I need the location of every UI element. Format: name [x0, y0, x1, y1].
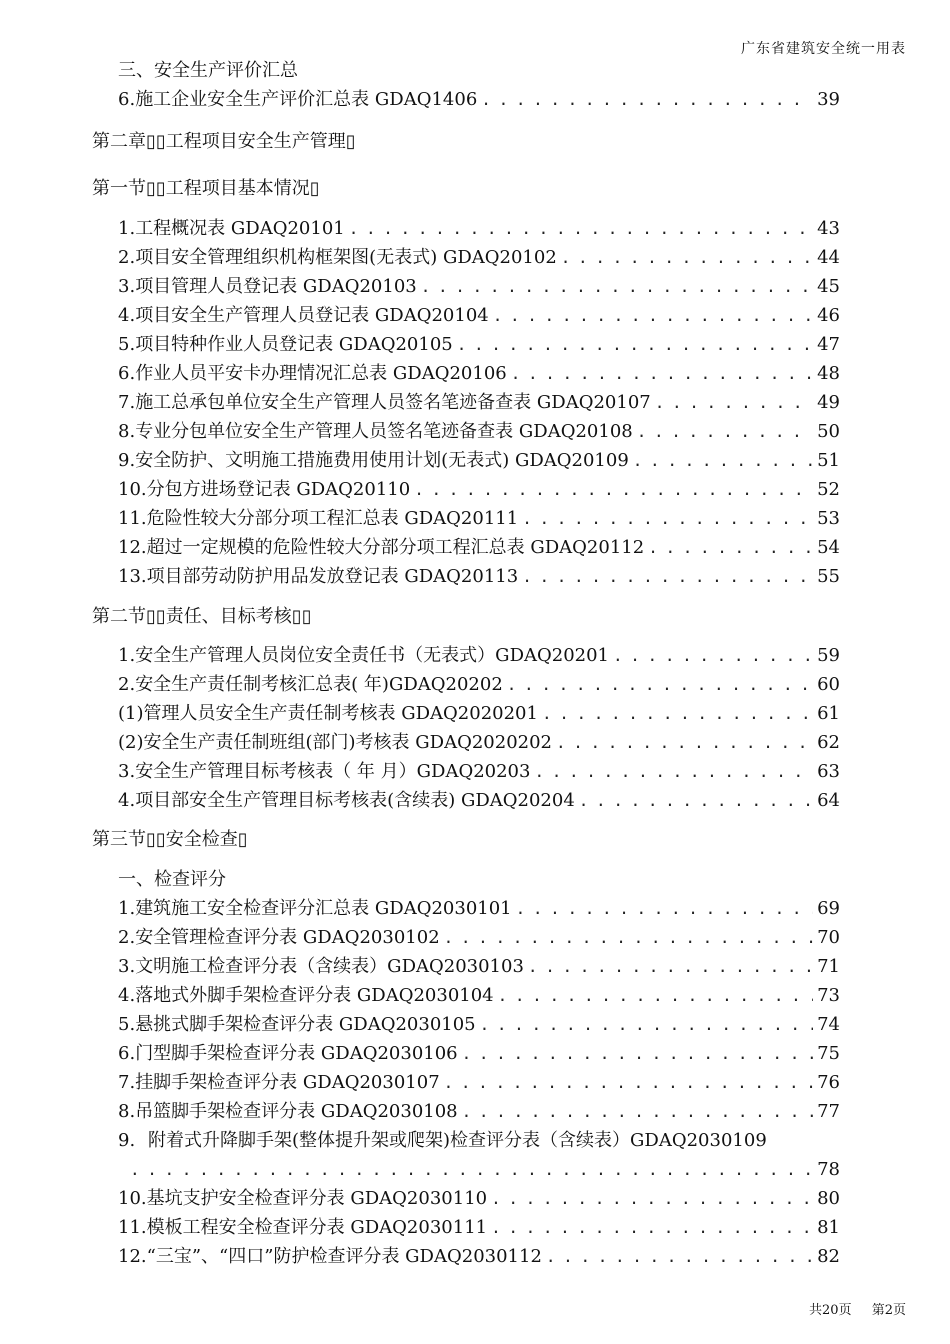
toc-entry[interactable] — [118, 244, 840, 272]
toc-entry-page: 70 — [817, 927, 840, 948]
toc-entry-page: 76 — [817, 1072, 840, 1093]
toc-entry[interactable] — [118, 953, 840, 981]
dot-leader — [556, 729, 813, 757]
toc-entry-number: 11. — [118, 1217, 147, 1238]
toc-entry[interactable] — [118, 1069, 840, 1097]
total-pages: 共20页 — [809, 1303, 852, 1318]
toc-entry-number: 2. — [118, 927, 136, 948]
toc-entry-number: 9. — [118, 450, 136, 471]
dot-leader — [491, 1185, 813, 1213]
toc-entry-number: 11. — [118, 508, 147, 529]
dot-leader — [511, 360, 813, 388]
chapter-title: 第二章▯▯工程项目安全生产管理▯ — [92, 131, 356, 152]
toc-entry-page: 47 — [817, 334, 840, 355]
toc-entry[interactable] — [118, 1098, 840, 1126]
toc-entry[interactable] — [118, 729, 840, 757]
toc-entry-number: (2) — [118, 732, 144, 753]
toc-entry-number: 8. — [118, 1101, 136, 1122]
toc-entry-title: 建筑施工安全检查评分汇总表 GDAQ2030101 — [135, 898, 512, 919]
toc-entry-title: 超过一定规模的危险性较大分部分项工程汇总表 GDAQ20112 — [146, 537, 645, 558]
toc-entry-number: 3. — [118, 761, 136, 782]
toc-entry-page: 43 — [817, 218, 840, 239]
toc-entry-title: 分包方进场登记表 GDAQ20110 — [146, 479, 411, 500]
dot-leader — [421, 273, 813, 301]
toc-entry-title: 专业分包单位安全生产管理人员签名笔迹备查表 GDAQ20108 — [135, 421, 633, 442]
toc-entry-number: 4. — [118, 985, 136, 1006]
toc-entry-page: 75 — [817, 1043, 840, 1064]
dot-leader — [457, 331, 813, 359]
toc-entry[interactable] — [118, 418, 840, 446]
toc-entry-title: 安全生产责任制班组(部门)考核表 GDAQ2020202 — [143, 732, 552, 753]
toc-entry-number: 1. — [118, 898, 136, 919]
toc-entry-title: 项目部劳动防护用品发放登记表 GDAQ20113 — [146, 566, 519, 587]
toc-entry[interactable] — [118, 273, 840, 301]
toc-entry-number: 5. — [118, 1014, 136, 1035]
toc-entry-number: 3. — [118, 276, 136, 297]
toc-entry-title: 项目管理人员登记表 GDAQ20103 — [135, 276, 417, 297]
toc-entry-page: 59 — [817, 645, 840, 666]
toc-entry-page: 63 — [817, 761, 840, 782]
toc-entry[interactable] — [118, 389, 840, 417]
toc-entry-title: 作业人员平安卡办理情况汇总表 GDAQ20106 — [135, 363, 507, 384]
toc-entry[interactable] — [118, 642, 840, 670]
toc-entry-page: 60 — [817, 674, 840, 695]
toc-entry-page: 50 — [817, 421, 840, 442]
toc-entry-title: 危险性较大分部分项工程汇总表 GDAQ20111 — [146, 508, 519, 529]
toc-entry-title: 安全生产责任制考核汇总表( 年)GDAQ20202 — [135, 674, 503, 695]
toc-entry-page: 62 — [817, 732, 840, 753]
dot-leader — [493, 302, 813, 330]
toc-entry-title: 项目安全管理组织机构框架图(无表式) GDAQ20102 — [135, 247, 557, 268]
toc-entry-page: 74 — [817, 1014, 840, 1035]
header-note: 广东省建筑安全统一用表 — [741, 41, 906, 57]
toc-entry-page: 52 — [817, 479, 840, 500]
toc-entry-title: 附着式升降脚手架(整体提升架或爬架)检查评分表（含续表）GDAQ2030109 — [148, 1130, 767, 1151]
toc-entry[interactable] — [118, 758, 840, 786]
toc-entry-page: 44 — [817, 247, 840, 268]
toc-entry-number: 4. — [118, 305, 136, 326]
toc-entry-page: 45 — [817, 276, 840, 297]
toc-entry-title: 安全管理检查评分表 GDAQ2030102 — [135, 927, 440, 948]
toc-entry-number: 6. — [118, 363, 136, 384]
toc-entry[interactable] — [118, 787, 840, 815]
dot-leader — [648, 534, 813, 562]
toc-entry-title: 安全防护、文明施工措施费用使用计划(无表式) GDAQ20109 — [135, 450, 629, 471]
toc-entry-page: 82 — [817, 1246, 840, 1267]
toc-entry-page: 61 — [817, 703, 840, 724]
toc-entry[interactable] — [118, 1243, 840, 1271]
toc-entry-title: 管理人员安全生产责任制考核表 GDAQ2020201 — [143, 703, 538, 724]
toc-entry-title: 吊篮脚手架检查评分表 GDAQ2030108 — [135, 1101, 458, 1122]
toc-entry-page: 64 — [817, 790, 840, 811]
toc-entry[interactable] — [118, 671, 840, 699]
toc-entry-number: 12. — [118, 1246, 147, 1267]
dot-leader — [516, 895, 813, 923]
toc-entry[interactable] — [118, 447, 840, 475]
toc-entry-title: 悬挑式脚手架检查评分表 GDAQ2030105 — [135, 1014, 476, 1035]
dot-leader — [462, 1040, 813, 1068]
toc-entry[interactable] — [118, 1011, 840, 1039]
toc-entry-page: 81 — [817, 1217, 840, 1238]
toc-entry-title: 施工总承包单位安全生产管理人员签名笔迹备查表 GDAQ20107 — [135, 392, 651, 413]
dot-leader — [444, 924, 813, 952]
toc-entry-title: 施工企业安全生产评价汇总表 GDAQ1406 — [135, 89, 478, 110]
dot-leader — [633, 447, 813, 475]
dot-leader — [534, 758, 813, 786]
toc-entry-title: 工程概况表 GDAQ20101 — [135, 218, 345, 239]
toc-entry-title: 落地式外脚手架检查评分表 GDAQ2030104 — [135, 985, 494, 1006]
toc-entry-title: 基坑支护安全检查评分表 GDAQ2030110 — [146, 1188, 488, 1209]
toc-entry-number: 2. — [118, 247, 136, 268]
toc-entry-number: 6. — [118, 89, 136, 110]
dot-leader — [414, 476, 813, 504]
toc-entry-9-title-line[interactable] — [118, 1127, 767, 1155]
toc-entry-page: 73 — [817, 985, 840, 1006]
dot-leader — [498, 982, 813, 1010]
toc-entry-number: 10. — [118, 1188, 147, 1209]
toc-entry-number: 12. — [118, 537, 147, 558]
dot-leader — [480, 1011, 813, 1039]
toc-entry-number: 3. — [118, 956, 136, 977]
toc-entry[interactable] — [118, 86, 840, 114]
dot-leader — [655, 389, 813, 417]
toc-entry-page: 53 — [817, 508, 840, 529]
toc-entry-number: 7. — [118, 1072, 136, 1093]
toc-entry-title: 项目特种作业人员登记表 GDAQ20105 — [135, 334, 453, 355]
toc-entry[interactable] — [118, 505, 840, 533]
dot-leader — [528, 953, 813, 981]
dot-leader — [481, 86, 813, 114]
toc-entry-page: 54 — [817, 537, 840, 558]
dot-leader — [522, 505, 813, 533]
toc-entry-number: 7. — [118, 392, 136, 413]
toc-entry-page: 78 — [817, 1159, 840, 1180]
dot-leader — [579, 787, 813, 815]
page-footer — [793, 1299, 906, 1318]
toc-entry-number: 10. — [118, 479, 147, 500]
toc-entry-page: 48 — [817, 363, 840, 384]
dot-leader — [542, 700, 813, 728]
dot-leader — [522, 563, 813, 591]
toc-entry-number: 13. — [118, 566, 147, 587]
sub-heading-inspection-scoring: 一、检查评分 — [118, 869, 226, 890]
toc-entry-number: 9. — [118, 1130, 136, 1151]
toc-entry[interactable] — [118, 360, 840, 388]
toc-entry-title: 项目安全生产管理人员登记表 GDAQ20104 — [135, 305, 489, 326]
dot-leader — [444, 1069, 813, 1097]
toc-entry-title: 模板工程安全检查评分表 GDAQ2030111 — [146, 1217, 488, 1238]
toc-entry-page: 71 — [817, 956, 840, 977]
toc-entry-title: 安全生产管理人员岗位安全责任书（无表式）GDAQ20201 — [135, 645, 610, 666]
toc-entry-title: 文明施工检查评分表（含续表）GDAQ2030103 — [135, 956, 524, 977]
toc-entry[interactable] — [118, 895, 840, 923]
dot-leader — [462, 1098, 813, 1126]
section-title-2: 第二节▯▯责任、目标考核▯▯ — [92, 606, 312, 627]
toc-entry[interactable] — [118, 331, 840, 359]
toc-entry-number: 6. — [118, 1043, 136, 1064]
toc-entry[interactable] — [118, 534, 840, 562]
toc-entry[interactable] — [118, 563, 840, 591]
toc-entry-page: 69 — [817, 898, 840, 919]
toc-entry-page: 77 — [817, 1101, 840, 1122]
toc-entry-number: 8. — [118, 421, 136, 442]
toc-entry[interactable] — [118, 1214, 840, 1242]
sub-heading-evaluation-summary: 三、安全生产评价汇总 — [118, 60, 298, 81]
toc-entry-number: 4. — [118, 790, 136, 811]
toc-entry-title: 安全生产管理目标考核表（ 年 月）GDAQ20203 — [135, 761, 531, 782]
dot-leader — [349, 215, 813, 243]
dot-leader — [491, 1214, 813, 1242]
toc-entry[interactable] — [118, 700, 840, 728]
toc-entry-title: 挂脚手架检查评分表 GDAQ2030107 — [135, 1072, 440, 1093]
toc-entry[interactable] — [118, 1185, 840, 1213]
dot-leader — [561, 244, 813, 272]
toc-entry-title: 门型脚手架检查评分表 GDAQ2030106 — [135, 1043, 458, 1064]
toc-entry-9-page-line[interactable] — [130, 1156, 840, 1184]
toc-entry-title: 项目部安全生产管理目标考核表(含续表) GDAQ20204 — [135, 790, 575, 811]
toc-entry-page: 51 — [817, 450, 840, 471]
toc-entry[interactable] — [118, 982, 840, 1010]
section-title-1: 第一节▯▯工程项目基本情况▯ — [92, 178, 320, 199]
toc-entry-page: 39 — [817, 89, 840, 110]
dot-leader — [613, 642, 813, 670]
dot-leader — [507, 671, 813, 699]
toc-entry-page: 49 — [817, 392, 840, 413]
section-title-3: 第三节▯▯安全检查▯ — [92, 829, 248, 850]
toc-entry[interactable] — [118, 476, 840, 504]
toc-entry-number: (1) — [118, 703, 144, 724]
toc-entry[interactable] — [118, 1040, 840, 1068]
toc-entry[interactable] — [118, 924, 840, 952]
dot-leader — [546, 1243, 813, 1271]
toc-entry-page: 46 — [817, 305, 840, 326]
toc-entry[interactable] — [118, 302, 840, 330]
toc-entry-number: 1. — [118, 645, 136, 666]
current-page: 第2页 — [871, 1303, 906, 1318]
toc-entry-title: “三宝”、“四口”防护检查评分表 GDAQ2030112 — [146, 1246, 542, 1267]
toc-entry-number: 5. — [118, 334, 136, 355]
dot-leader — [637, 418, 813, 446]
toc-entry-page: 55 — [817, 566, 840, 587]
toc-entry-number: 2. — [118, 674, 136, 695]
toc-entry[interactable] — [118, 215, 840, 243]
toc-entry-number: 1. — [118, 218, 136, 239]
dot-leader — [130, 1156, 813, 1184]
toc-entry-page: 80 — [817, 1188, 840, 1209]
